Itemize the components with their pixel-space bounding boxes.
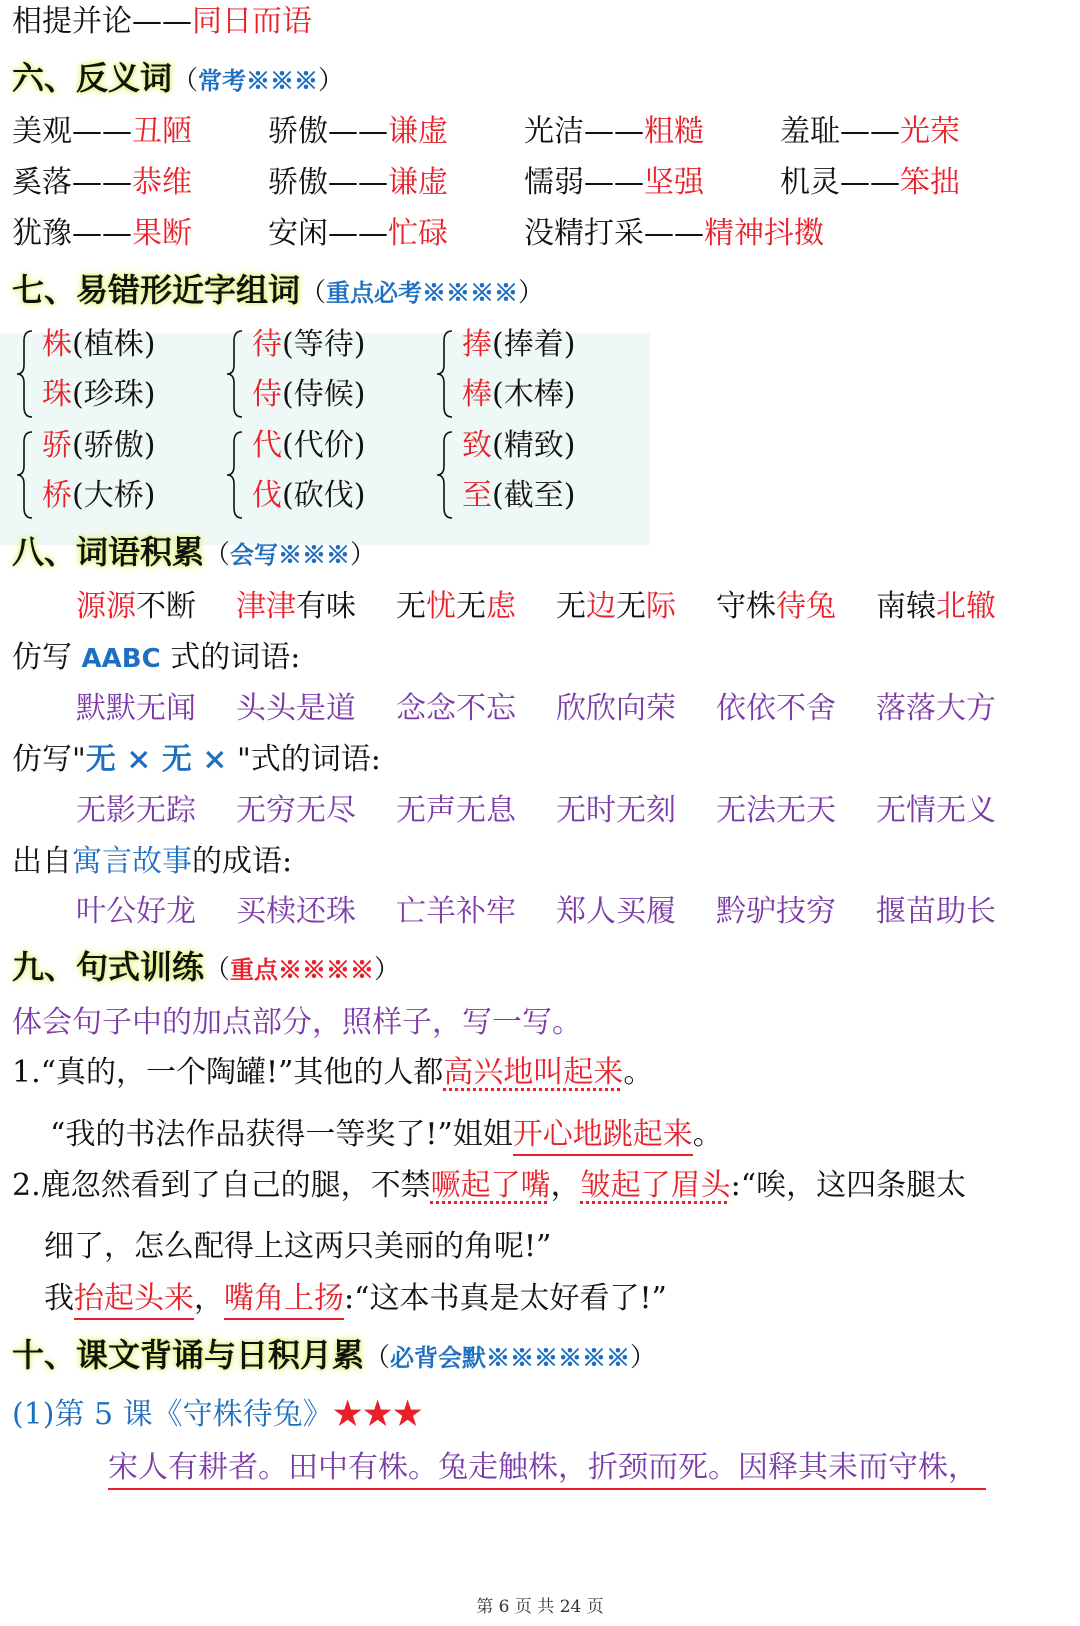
- idiom-word: 郑人买履: [556, 894, 676, 929]
- idiom-word: 依依不舍: [716, 691, 836, 726]
- similar-char: 桥: [42, 478, 72, 513]
- idiom-part: 虑: [486, 589, 516, 624]
- sentence-1-answer: [50, 1115, 723, 1155]
- similar-char: 棒: [462, 377, 492, 412]
- idiom-word: 黔驴技穷: [716, 894, 836, 929]
- sentence-2-e: :“唉，这四条腿太: [730, 1168, 967, 1203]
- similar-char-entry: [42, 476, 155, 516]
- similar-char-entry: [462, 476, 575, 516]
- idiom-part: 北辙: [936, 589, 996, 624]
- similar-char-word: (捧着): [492, 327, 576, 362]
- page-footer: 第 6 页 共 24 页: [476, 1597, 604, 1617]
- antonym-pair: [268, 112, 448, 152]
- antonym-answer: 谦虚: [388, 165, 448, 200]
- lesson-title: (1)第 5 课《守株待兔》: [12, 1397, 333, 1432]
- antonym-answer: 坚强: [644, 165, 704, 200]
- similar-char: 骄: [42, 428, 72, 463]
- aabc-label: [12, 638, 300, 679]
- section-9-title: 九、句式训练: [12, 948, 205, 986]
- similar-char-entry: [252, 476, 365, 516]
- fable-label-b: 寓言故事: [72, 844, 192, 879]
- idiom-word: [76, 587, 196, 627]
- antonym-pair: [12, 112, 192, 152]
- sentence-1-a: 1.“真的，一个陶罐!”其他的人都: [12, 1055, 444, 1090]
- similar-char-entry: [42, 325, 155, 365]
- antonym-answer: 光荣: [900, 114, 960, 149]
- sentence-1-c: 。: [623, 1055, 654, 1090]
- similar-char-word: (植株): [72, 327, 156, 362]
- similar-char: 待: [252, 327, 282, 362]
- similar-char: 侍: [252, 377, 282, 412]
- brace-icon: [14, 329, 36, 419]
- antonym-pair: [524, 163, 704, 203]
- sentence-2-c: ，: [550, 1168, 581, 1203]
- similar-char-entry: [42, 426, 155, 466]
- paren-open: （: [300, 278, 327, 308]
- brace-icon: [14, 430, 36, 520]
- recitation-text: 宋人有耕者。田中有株。兔走触株，折颈而死。因释其耒而守株，: [108, 1448, 986, 1490]
- idiom-word: [236, 587, 356, 627]
- antonym-word: 羞耻——: [780, 114, 900, 149]
- section-7-title: 七、易错形近字组词: [12, 271, 301, 309]
- section-9-tag: 重点※※※※: [230, 955, 375, 984]
- idiom-word: 叶公好龙: [76, 894, 196, 929]
- antonym-word: 没精打采——: [524, 216, 704, 251]
- idiom-part: 际: [646, 589, 676, 624]
- idiom-word: 亡羊补牢: [396, 894, 516, 929]
- sentence-2-answer-c: ，: [194, 1281, 224, 1316]
- idiom-part: 守株: [716, 589, 776, 624]
- idiom-word: 无法无天: [716, 793, 836, 828]
- idiom-word: 无影无踪: [76, 793, 196, 828]
- similar-char-entry: [252, 426, 365, 466]
- sentence-2-answer-e: :“这本书真是太好看了!”: [344, 1281, 667, 1316]
- idiom-word: 落落大方: [876, 691, 996, 726]
- wuxwux-label-c: "式的词语:: [227, 742, 381, 777]
- antonym-pair: [524, 112, 704, 152]
- antonym-answer: 果断: [132, 216, 192, 251]
- section-6-title: 六、反义词: [12, 59, 173, 97]
- paren-close: ）: [350, 540, 377, 570]
- similar-char-word: (精致): [492, 428, 576, 463]
- idiom-word: [876, 587, 996, 627]
- wuxwux-label-b: 无 × 无 ×: [85, 742, 228, 777]
- sentence-1: [12, 1053, 653, 1093]
- top-line: [12, 2, 312, 42]
- brace-icon: [224, 430, 246, 520]
- sentence-1-answer-c: 。: [692, 1117, 723, 1152]
- section-8-title: 八、词语积累: [12, 533, 205, 571]
- similar-char-entry: [252, 325, 365, 365]
- similar-char: 珠: [42, 377, 72, 412]
- idiom-part: 无: [616, 589, 646, 624]
- similar-char-entry: [462, 426, 575, 466]
- idiom-word: 念念不忘: [396, 691, 516, 726]
- similar-char: 致: [462, 428, 492, 463]
- idiom-part: 源源: [76, 589, 136, 624]
- similar-char-entry: [462, 375, 575, 415]
- idiom-word: 无穷无尽: [236, 793, 356, 828]
- sentence-2-emphasis-1: 噘起了嘴: [430, 1168, 551, 1203]
- antonym-answer: 笨拙: [900, 165, 960, 200]
- section-10-tag: 必背会默※※※※※※: [390, 1343, 631, 1372]
- similar-char-word: (大桥): [72, 478, 156, 513]
- section-8-heading: [12, 532, 376, 575]
- sentence-2-answer-a: 我: [44, 1281, 74, 1316]
- sentence-1-answer-a: “我的书法作品获得一等奖了!”姐姐: [50, 1117, 513, 1152]
- antonym-word: 美观——: [12, 114, 132, 149]
- idiom-part: 有味: [296, 589, 356, 624]
- section-6-heading: [12, 58, 344, 101]
- sentence-2-answer: [44, 1279, 667, 1319]
- antonym-word: 骄傲——: [268, 114, 388, 149]
- section-8-tag: 会写※※※: [230, 540, 351, 569]
- idiom-word: 默默无闻: [76, 691, 196, 726]
- idiom-word: [396, 587, 516, 627]
- section-7-heading: [12, 270, 544, 313]
- brace-icon: [434, 430, 456, 520]
- similar-char-entry: [42, 375, 155, 415]
- sentence-2-a: 2.鹿忽然看到了自己的腿，不禁: [12, 1168, 431, 1203]
- star-rating: ★★★: [332, 1397, 423, 1432]
- idiom-word: 揠苗助长: [876, 894, 996, 929]
- similar-char-entry: [462, 325, 575, 365]
- similar-char-word: (骄傲): [72, 428, 156, 463]
- paren-close: ）: [630, 1343, 657, 1373]
- fable-label-c: 的成语:: [192, 844, 293, 879]
- antonym-word: 安闲——: [268, 216, 388, 251]
- similar-char: 代: [252, 428, 282, 463]
- sentence-2-answer-fill-1: 抬起头来: [74, 1281, 194, 1320]
- antonym-answer: 粗糙: [644, 114, 704, 149]
- antonym-word: 机灵——: [780, 165, 900, 200]
- antonym-pair: [780, 112, 960, 152]
- antonym-pair: [12, 214, 192, 254]
- idiom-word: 买椟还珠: [236, 894, 356, 929]
- antonym-pair: [268, 214, 448, 254]
- paren-open: （: [172, 66, 199, 96]
- sentence-2: [12, 1166, 966, 1206]
- antonym-word: 骄傲——: [268, 165, 388, 200]
- idiom-part: 无: [456, 589, 486, 624]
- brace-icon: [224, 329, 246, 419]
- section-10-title: 十、课文背诵与日积月累: [12, 1336, 365, 1374]
- antonym-answer: 忙碌: [388, 216, 448, 251]
- top-line-left: 相提并论——: [12, 4, 192, 39]
- similar-char: 伐: [252, 478, 282, 513]
- similar-char-word: (砍伐): [282, 478, 366, 513]
- idiom-part: 南辕: [876, 589, 936, 624]
- idiom-word: 无情无义: [876, 793, 996, 828]
- similar-char-word: (截至): [492, 478, 576, 513]
- sentence-2-answer-fill-2: 嘴角上扬: [224, 1281, 344, 1320]
- similar-char-word: (珍珠): [72, 377, 156, 412]
- paren-open: （: [204, 540, 231, 570]
- aabc-label-c: 式的词语:: [160, 640, 301, 675]
- aabc-label-b: AABC: [81, 644, 161, 674]
- idiom-part: 忧: [426, 589, 456, 624]
- similar-char: 捧: [462, 327, 492, 362]
- sentence-2-cont: 细了，怎么配得上这两只美丽的角呢!”: [44, 1229, 552, 1264]
- idiom-part: 无: [556, 589, 586, 624]
- sentence-1-emphasis: 高兴地叫起来: [443, 1055, 624, 1090]
- sentence-2-emphasis-2: 皱起了眉头: [580, 1168, 731, 1203]
- antonym-word: 犹豫——: [12, 216, 132, 251]
- idiom-word: [716, 587, 836, 627]
- lesson-line: [12, 1395, 423, 1435]
- paren-open: （: [364, 1343, 391, 1373]
- idiom-part: 不断: [136, 589, 196, 624]
- idiom-part: 津津: [236, 589, 296, 624]
- fable-label-a: 出自: [12, 844, 72, 879]
- antonym-pair: [780, 163, 960, 203]
- idiom-word: 无声无息: [396, 793, 516, 828]
- antonym-word: 奚落——: [12, 165, 132, 200]
- idiom-word: [556, 587, 676, 627]
- antonym-word: 光洁——: [524, 114, 644, 149]
- idiom-part: 无: [396, 589, 426, 624]
- idiom-word: 无时无刻: [556, 793, 676, 828]
- paren-close: ）: [518, 278, 545, 308]
- paren-open: （: [204, 955, 231, 985]
- similar-char: 至: [462, 478, 492, 513]
- wuxwux-label: [12, 740, 381, 780]
- idiom-part: 边: [586, 589, 616, 624]
- aabc-label-a: 仿写: [12, 640, 82, 675]
- similar-char-word: (等待): [282, 327, 366, 362]
- antonym-answer: 谦虚: [388, 114, 448, 149]
- paren-close: ）: [374, 955, 401, 985]
- idiom-part: 待兔: [776, 589, 836, 624]
- section-9-heading: [12, 947, 400, 990]
- antonym-pair: [12, 163, 192, 203]
- similar-char-word: (代价): [282, 428, 366, 463]
- top-line-right: 同日而语: [192, 4, 312, 39]
- antonym-answer: 精神抖擞: [704, 216, 824, 251]
- antonym-pair: [268, 163, 448, 203]
- section-10-heading: [12, 1335, 656, 1378]
- fable-label: [12, 842, 292, 882]
- antonym-answer: 丑陋: [132, 114, 192, 149]
- similar-char-word: (木棒): [492, 377, 576, 412]
- similar-char: 株: [42, 327, 72, 362]
- wuxwux-label-a: 仿写": [12, 742, 86, 777]
- antonym-answer: 恭维: [132, 165, 192, 200]
- section-7-tag: 重点必考※※※※: [326, 278, 519, 307]
- similar-char-entry: [252, 375, 365, 415]
- idiom-word: 欣欣向荣: [556, 691, 676, 726]
- idiom-word: 头头是道: [236, 691, 356, 726]
- similar-char-word: (侍候): [282, 377, 366, 412]
- brace-icon: [434, 329, 456, 419]
- section-6-tag: 常考※※※: [198, 66, 319, 95]
- instruction-line: 体会句子中的加点部分，照样子，写一写。: [12, 1005, 582, 1040]
- sentence-1-answer-fill: 开心地跳起来: [513, 1117, 693, 1156]
- antonym-pair: [524, 214, 824, 254]
- antonym-word: 懦弱——: [524, 165, 644, 200]
- paren-close: ）: [318, 66, 345, 96]
